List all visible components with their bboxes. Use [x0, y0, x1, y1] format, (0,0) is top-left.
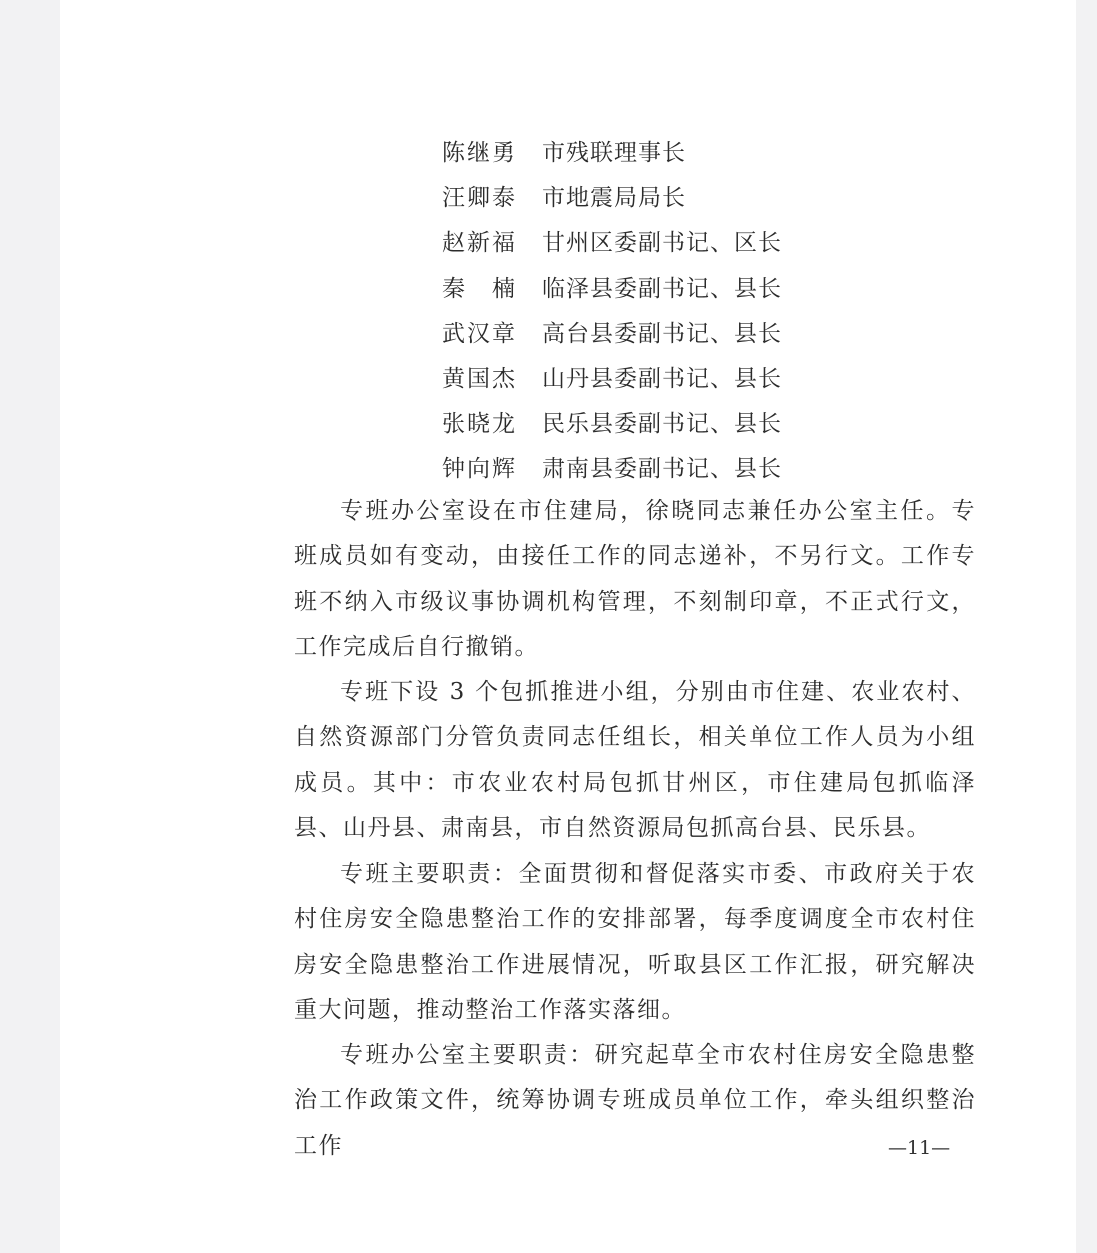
office-paragraph: 专班办公室设在市住建局，徐晓同志兼任办公室主任。专班成员如有变动，由接任工作的同志递补，不另行文。工作专班不纳入市级议事协调机构管理，不刻制印章，不正式行文，工作完成后自行撤销。: [294, 498, 976, 660]
member-row: [442, 354, 782, 399]
member-row: [442, 128, 782, 173]
member-title: 高台县委副书记、县长: [542, 320, 782, 347]
member-row: [442, 218, 782, 263]
member-title: 肃南县委副书记、县长: [542, 456, 782, 483]
member-row: [442, 264, 782, 309]
member-title: 临泽县委副书记、县长: [542, 275, 782, 302]
member-title: 甘州区委副书记、区长: [542, 230, 782, 257]
member-row: [442, 173, 782, 218]
member-title: 民乐县委副书记、县长: [542, 411, 782, 438]
member-name: 武汉章: [442, 320, 516, 347]
member-name: 黄国杰: [442, 366, 516, 393]
member-title: 山丹县委副书记、县长: [542, 366, 782, 393]
member-row: [442, 444, 782, 489]
member-row: [442, 399, 782, 444]
document-page: [60, 0, 1076, 1253]
member-name: 陈继勇: [442, 140, 516, 167]
member-name: 张晓龙: [442, 411, 516, 438]
groups-paragraph: 专班下设 3 个包抓推进小组，分别由市住建、农业农村、自然资源部门分管负责同志任组长，相关单位工作人员为小组成员。其中：市农业农村局包抓甘州区，市住建局包抓临泽县、山丹县、肃南县，市自然资源局包抓高台县、民乐县。: [294, 679, 976, 841]
member-name: 钟向辉: [442, 456, 516, 483]
member-title: 市残联理事长: [542, 140, 686, 167]
page-number: —11—: [888, 1137, 951, 1159]
member-name: 秦楠: [442, 275, 516, 302]
member-row: [442, 309, 782, 354]
member-name: 汪卿泰: [442, 185, 516, 212]
member-title: 市地震局局长: [542, 185, 686, 212]
duties-paragraph: 专班主要职责：全面贯彻和督促落实市委、市政府关于农村住房安全隐患整治工作的安排部署，每季度调度全市农村住房安全隐患整治工作进展情况，听取县区工作汇报，研究解决重大问题，推动整治工作落实落细。: [294, 861, 976, 1023]
member-name: 赵新福: [442, 230, 516, 257]
office-duties-paragraph: 专班办公室主要职责：研究起草全市农村住房安全隐患整治工作政策文件，统筹协调专班成员单位工作，牵头组织整治工作: [294, 1042, 976, 1159]
member-list: [442, 128, 782, 490]
